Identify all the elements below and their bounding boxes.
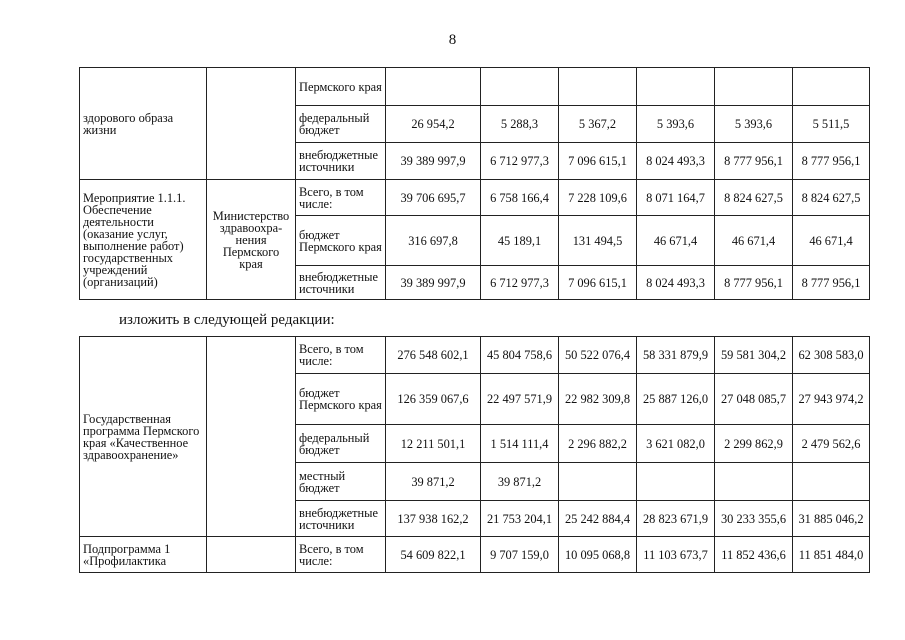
value-cell bbox=[559, 463, 637, 501]
executor-cell bbox=[207, 337, 296, 537]
value-cell: 5 511,5 bbox=[793, 106, 870, 143]
source-cell: внебюджетные источники bbox=[296, 501, 386, 537]
value-cell: 5 288,3 bbox=[481, 106, 559, 143]
value-cell: 7 096 615,1 bbox=[559, 266, 637, 300]
source-cell: Пермского края bbox=[296, 68, 386, 106]
value-cell: 22 982 309,8 bbox=[559, 374, 637, 425]
value-cell: 46 671,4 bbox=[637, 216, 715, 266]
top-table bbox=[79, 67, 870, 300]
source-cell: бюджет Пермского края bbox=[296, 374, 386, 425]
source-cell: внебюджетные источники bbox=[296, 266, 386, 300]
row-name-cell: здорового образа жизни bbox=[80, 68, 207, 180]
value-cell: 45 189,1 bbox=[481, 216, 559, 266]
value-cell: 7 096 615,1 bbox=[559, 143, 637, 180]
value-cell: 1 514 111,4 bbox=[481, 425, 559, 463]
source-cell: внебюджетные источники bbox=[296, 143, 386, 180]
value-cell: 31 885 046,2 bbox=[793, 501, 870, 537]
value-cell: 39 706 695,7 bbox=[386, 180, 481, 216]
value-cell: 10 095 068,8 bbox=[559, 537, 637, 573]
value-cell: 8 777 956,1 bbox=[715, 266, 793, 300]
value-cell: 8 777 956,1 bbox=[715, 143, 793, 180]
value-cell bbox=[481, 68, 559, 106]
value-cell: 50 522 076,4 bbox=[559, 337, 637, 374]
value-cell: 316 697,8 bbox=[386, 216, 481, 266]
value-cell: 2 299 862,9 bbox=[715, 425, 793, 463]
source-cell: Всего, в том числе: bbox=[296, 537, 386, 573]
value-cell: 39 871,2 bbox=[386, 463, 481, 501]
table-row bbox=[80, 68, 870, 106]
amendment-caption: изложить в следующей редакции: bbox=[119, 312, 335, 328]
value-cell: 126 359 067,6 bbox=[386, 374, 481, 425]
executor-cell: Министерство здравоохра-нения Пермского края bbox=[207, 180, 296, 300]
executor-cell bbox=[207, 537, 296, 573]
value-cell: 276 548 602,1 bbox=[386, 337, 481, 374]
value-cell: 6 758 166,4 bbox=[481, 180, 559, 216]
row-name-cell: Мероприятие 1.1.1. Обеспечение деятельности (оказание услуг, выполнение работ) государственных учреждений (организаций) bbox=[80, 180, 207, 300]
value-cell bbox=[793, 463, 870, 501]
value-cell: 45 804 758,6 bbox=[481, 337, 559, 374]
value-cell: 6 712 977,3 bbox=[481, 266, 559, 300]
source-cell: федеральный бюджет bbox=[296, 425, 386, 463]
value-cell: 8 777 956,1 bbox=[793, 143, 870, 180]
value-cell: 9 707 159,0 bbox=[481, 537, 559, 573]
value-cell: 22 497 571,9 bbox=[481, 374, 559, 425]
value-cell: 131 494,5 bbox=[559, 216, 637, 266]
value-cell: 27 048 085,7 bbox=[715, 374, 793, 425]
value-cell: 137 938 162,2 bbox=[386, 501, 481, 537]
value-cell bbox=[793, 68, 870, 106]
value-cell: 26 954,2 bbox=[386, 106, 481, 143]
page-number: 8 bbox=[448, 32, 457, 48]
value-cell: 62 308 583,0 bbox=[793, 337, 870, 374]
source-cell: Всего, в том числе: bbox=[296, 337, 386, 374]
value-cell: 59 581 304,2 bbox=[715, 337, 793, 374]
value-cell: 7 228 109,6 bbox=[559, 180, 637, 216]
value-cell: 3 621 082,0 bbox=[637, 425, 715, 463]
value-cell: 2 479 562,6 bbox=[793, 425, 870, 463]
table-row bbox=[80, 180, 870, 216]
value-cell: 39 389 997,9 bbox=[386, 143, 481, 180]
value-cell: 46 671,4 bbox=[793, 216, 870, 266]
row-name-cell: Государственная программа Пермского края «Качественное здравоохранение» bbox=[80, 337, 207, 537]
value-cell: 54 609 822,1 bbox=[386, 537, 481, 573]
value-cell: 25 242 884,4 bbox=[559, 501, 637, 537]
source-cell: Всего, в том числе: bbox=[296, 180, 386, 216]
value-cell bbox=[715, 68, 793, 106]
row-name-cell: Подпрограмма 1 «Профилактика bbox=[80, 537, 207, 573]
value-cell: 5 367,2 bbox=[559, 106, 637, 143]
value-cell bbox=[637, 463, 715, 501]
value-cell bbox=[386, 68, 481, 106]
bottom-table bbox=[79, 336, 870, 573]
value-cell: 46 671,4 bbox=[715, 216, 793, 266]
value-cell: 11 852 436,6 bbox=[715, 537, 793, 573]
value-cell: 27 943 974,2 bbox=[793, 374, 870, 425]
value-cell: 30 233 355,6 bbox=[715, 501, 793, 537]
source-cell: федеральный бюджет bbox=[296, 106, 386, 143]
table-row bbox=[80, 337, 870, 374]
value-cell: 39 871,2 bbox=[481, 463, 559, 501]
value-cell: 8 824 627,5 bbox=[715, 180, 793, 216]
value-cell: 8 071 164,7 bbox=[637, 180, 715, 216]
value-cell: 21 753 204,1 bbox=[481, 501, 559, 537]
value-cell: 5 393,6 bbox=[715, 106, 793, 143]
value-cell: 2 296 882,2 bbox=[559, 425, 637, 463]
value-cell: 11 851 484,0 bbox=[793, 537, 870, 573]
value-cell: 8 777 956,1 bbox=[793, 266, 870, 300]
executor-cell bbox=[207, 68, 296, 180]
value-cell: 8 024 493,3 bbox=[637, 266, 715, 300]
value-cell bbox=[559, 68, 637, 106]
source-cell: местный бюджет bbox=[296, 463, 386, 501]
value-cell: 6 712 977,3 bbox=[481, 143, 559, 180]
value-cell: 25 887 126,0 bbox=[637, 374, 715, 425]
value-cell bbox=[715, 463, 793, 501]
table-row bbox=[80, 537, 870, 573]
value-cell bbox=[637, 68, 715, 106]
value-cell: 5 393,6 bbox=[637, 106, 715, 143]
value-cell: 8 024 493,3 bbox=[637, 143, 715, 180]
value-cell: 8 824 627,5 bbox=[793, 180, 870, 216]
value-cell: 39 389 997,9 bbox=[386, 266, 481, 300]
value-cell: 12 211 501,1 bbox=[386, 425, 481, 463]
value-cell: 58 331 879,9 bbox=[637, 337, 715, 374]
source-cell: бюджет Пермского края bbox=[296, 216, 386, 266]
value-cell: 28 823 671,9 bbox=[637, 501, 715, 537]
value-cell: 11 103 673,7 bbox=[637, 537, 715, 573]
